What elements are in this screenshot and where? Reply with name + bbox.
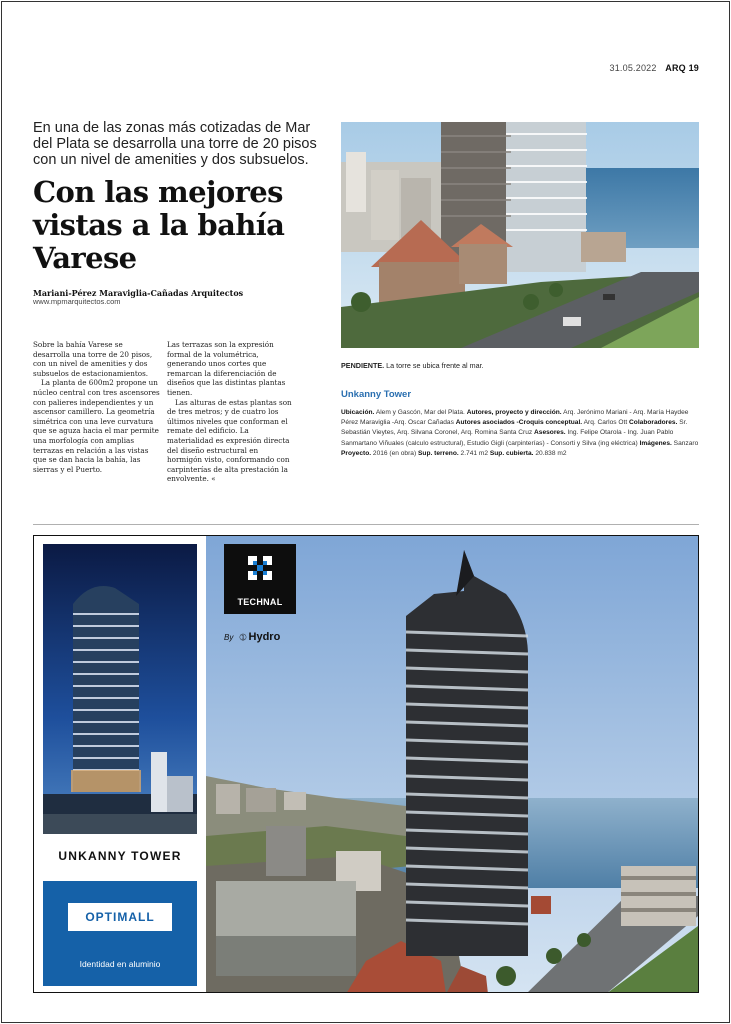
paragraph: Las terrazas son la expresión formal de la volumétrica, generando unos cortes que remarcan la diferenciación de diseños que las distintas plantas tienen. <box>167 340 286 397</box>
ad-left-panel <box>34 536 206 992</box>
ad-tower-name: UNKANNY TOWER <box>58 849 182 863</box>
article-lede: En una de las zonas más cotizadas de Mar del Plata se desarrolla una torre de 20 pisos con un nivel de amenities y dos subsuelos. <box>33 120 317 168</box>
article-headline: Con las mejores vistas a la bahía Varese <box>33 175 285 275</box>
paragraph: Las alturas de estas plantas son de tres metros; y de cuatro los últimos niveles que conforman el remate del edificio. La materialidad es expresión directa del diseño estructural en hormigón visto, conformando con carpinterías de alta prestación la envolvente. « <box>167 397 292 484</box>
caption-text: La torre se ubica frente al mar. <box>386 361 484 370</box>
credit-label: Proyecto. <box>341 449 372 457</box>
project-title: Unkanny Tower <box>341 389 412 400</box>
credit-label: Sup. cubierta. <box>489 449 534 457</box>
technal-label: TECHNAL <box>237 597 283 607</box>
credit-text: Arq. Carlos Ott <box>583 419 628 427</box>
page-header <box>610 63 699 73</box>
project-credits <box>341 408 699 459</box>
article-byline: Mariani-Pérez Maraviglia-Cañadas Arquitectos <box>33 288 244 298</box>
article-url[interactable]: www.mpmarquitectos.com <box>33 297 121 306</box>
credit-text: 2016 (en obra) <box>372 449 417 457</box>
body-column-1 <box>33 340 160 474</box>
credit-text: Sanzaro <box>673 439 699 447</box>
credit-text: Arq. Jerónimo Mariani - Arq. María Haydee Pérez Maraviglia -Arq. Oscar Cañadas <box>341 409 689 427</box>
credit-text: Sr. Sebastián Vieytes, Arq. Silvana Coronel, Arq. Romina Santa Cruz <box>341 419 688 437</box>
paragraph: La planta de 600m2 propone un núcleo central con tres ascensores con palieres independientes y un ascensor camillero. La geometría simétrica con una leve curvatura que se aguza hacia el mar permite una morfología con amplias terrazas en relación a las vistas que se dan hacia la bahía, las sierras y el Puerto. <box>33 378 160 474</box>
technal-logo[interactable] <box>224 544 296 614</box>
page-number: 19 <box>688 63 699 73</box>
optimall-tagline: Identidad en aluminio <box>79 959 161 969</box>
tower-rendering-photo <box>341 122 699 348</box>
page-date: 31.05.2022 <box>609 63 657 73</box>
section-name: ARQ <box>665 63 686 73</box>
credit-text: 2.741 m2 <box>460 449 489 457</box>
ad-main-image <box>206 536 698 992</box>
technal-mark-icon <box>224 544 296 594</box>
tower-night-thumbnail <box>43 544 197 834</box>
credit-text: Ing. Felipe Otarola - Ing. Juan Pablo Sanmartano Viñuales (calculo estructural), Estudio Gigli (carpinterías) - Consorti y Silva (ing eléctrica) <box>341 429 674 447</box>
photo-caption <box>341 361 484 370</box>
hydro-mark-icon: ➀ <box>239 633 247 642</box>
optimall-banner[interactable] <box>43 881 197 986</box>
advertisement[interactable] <box>33 535 699 993</box>
optimall-logo: OPTIMALL <box>68 903 172 931</box>
credit-label: Imágenes. <box>639 439 672 447</box>
credit-text: Alem y Gascón, Mar del Plata. <box>375 409 465 416</box>
credit-label: Colaboradores. <box>629 419 678 427</box>
credit-text: 20.838 m2 <box>535 449 567 457</box>
paragraph: Sobre la bahía Varese se desarrolla una torre de 20 pisos, con un nivel de amenities y dos subsuelos de estacionamientos. <box>33 340 153 378</box>
by-label: By <box>224 633 234 642</box>
credit-label: Autores asociados -Croquis conceptual. <box>455 419 583 427</box>
body-column-2 <box>167 340 294 484</box>
hydro-label: Hydro <box>248 631 281 643</box>
hydro-logo <box>224 631 280 643</box>
credit-label: Asesores. <box>534 429 566 437</box>
caption-label: PENDIENTE. <box>341 361 385 370</box>
credit-label: Autores, proyecto y dirección. <box>466 409 562 416</box>
credit-label: Ubicación. <box>341 409 375 416</box>
credit-label: Sup. terreno. <box>418 449 459 457</box>
section-divider <box>33 524 699 525</box>
